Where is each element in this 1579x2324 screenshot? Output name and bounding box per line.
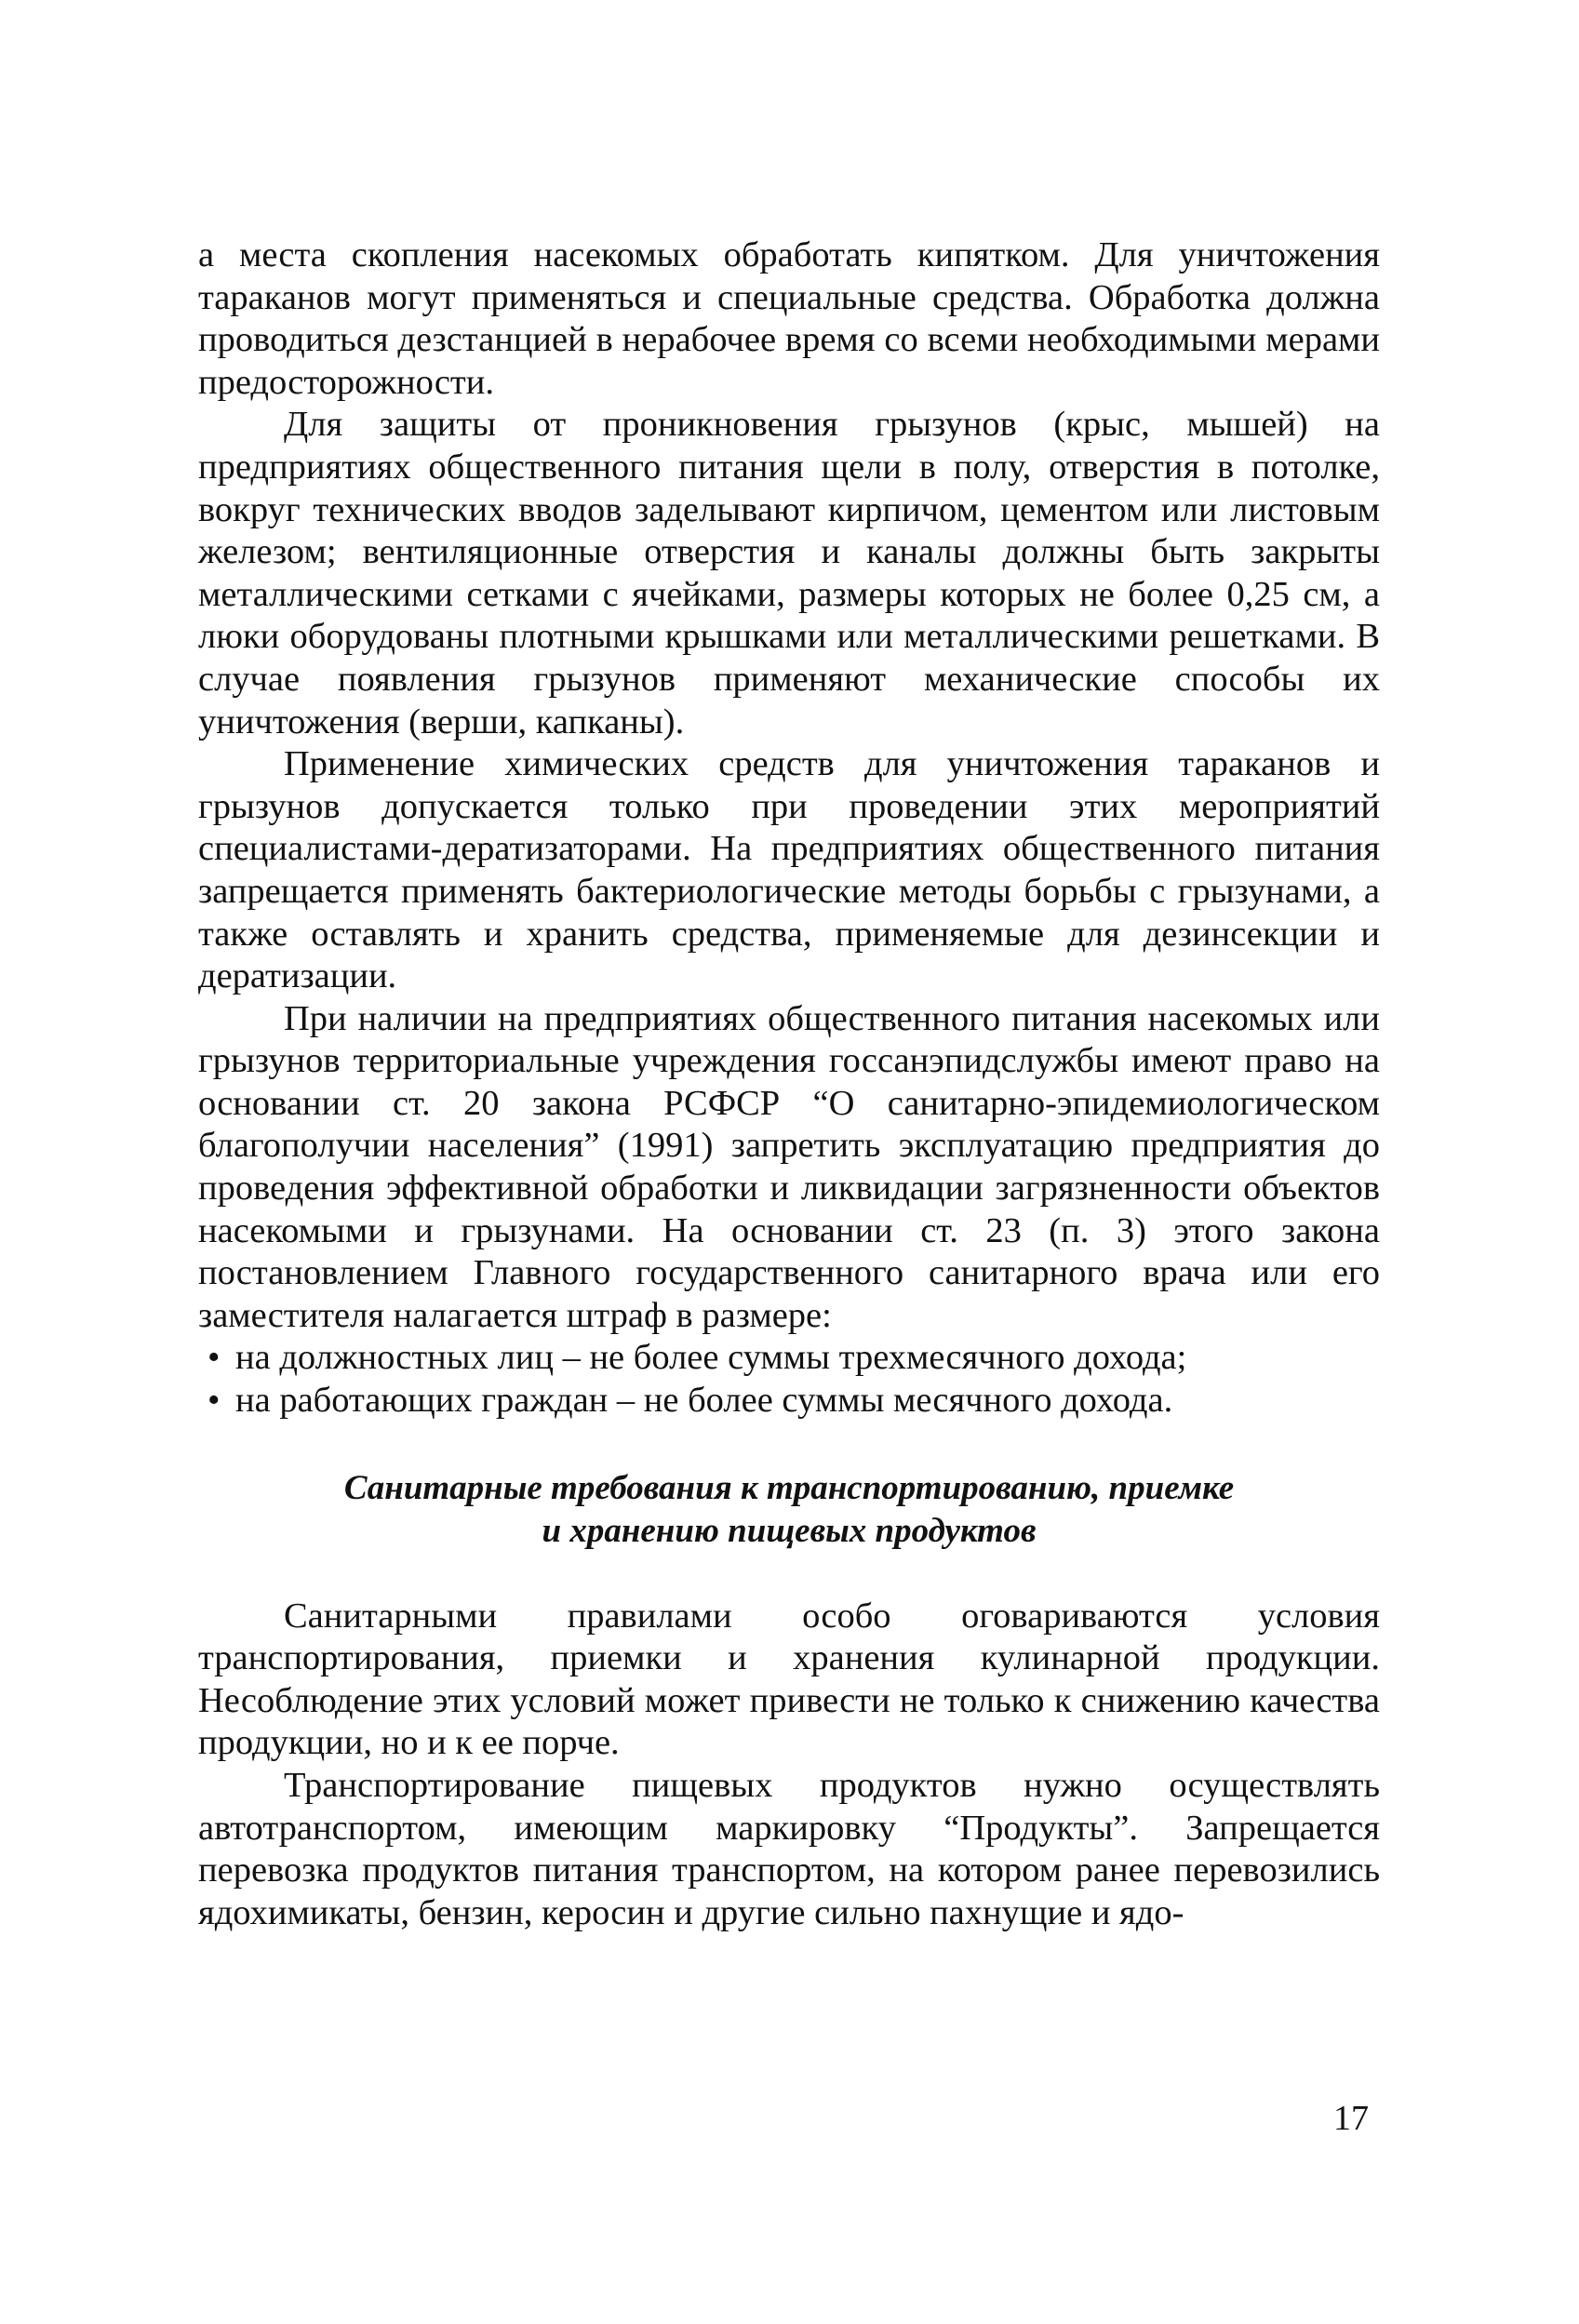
- paragraph: Для защиты от проникновения грызунов (крыс, мышей) на предприятиях общественного питания щели в полу, отверстия в потолке, вокруг технических вводов заделывают кирпичом, цементом или листовым железом; вентиляционные отверстия и каналы должны быть закрыты металлическими сетками с ячейками, размеры которых не более 0,25 см, а люки оборудованы плотными крышками или металлическими решетками. В случае появления грызунов применяют механические способы их уничтожения (верши, капканы).: [198, 405, 1380, 741]
- body-text: [198, 234, 1380, 1934]
- bullet-icon: •: [207, 1381, 221, 1421]
- section-heading-line: Санитарные требования к транспортированию, приемке: [343, 1468, 1235, 1507]
- paragraph: Санитарными правилами особо оговариваются условия транспортирования, приемки и хранения кулинарной продукции. Несоблюдение этих условий может привести не только к снижению качества продукции, но и к ее порче.: [198, 1596, 1380, 1763]
- list-item: [198, 1380, 1380, 1422]
- section-heading: [198, 1467, 1380, 1553]
- list-item: [198, 1337, 1380, 1380]
- list-item-text: на работающих граждан – не более суммы месячного дохода.: [235, 1381, 1173, 1421]
- page-number: 17: [1333, 2099, 1369, 2138]
- fine-list: [198, 1337, 1380, 1422]
- section-heading-line: и хранению пищевых продуктов: [542, 1511, 1037, 1550]
- bullet-icon: •: [207, 1338, 221, 1378]
- paragraph: При наличии на предприятиях общественного питания насекомых или грызунов территориальные учреждения госсанэпидслужбы имеют право на основании ст. 20 закона РСФСР “О санитарно-эпидемиологическом благополучии населения” (1991) запретить эксплуатацию предприятия до проведения эффективной обработки и ликвидации загрязненности объектов насекомыми и грызунами. На основании ст. 23 (п. 3) этого закона постановлением Главного государственного санитарного врача или его заместителя налагается штраф в размере:: [198, 998, 1380, 1335]
- paragraph: а места скопления насекомых обработать кипятком. Для уничтожения тараканов могут применяться и специальные средства. Обработка должна проводиться дезстанцией в нерабочее время со всеми необходимыми мерами предосторожности.: [198, 235, 1380, 402]
- list-item-text: на должностных лиц – не более суммы трехмесячного дохода;: [235, 1338, 1187, 1378]
- paragraph: Транспортирование пищевых продуктов нужно осуществлять автотранспортом, имеющим маркировку “Продукты”. Запрещается перевозка продуктов питания транспортом, на котором ранее перевозились ядохимикаты, бензин, керосин и другие сильно пахнущие и ядо-: [198, 1766, 1380, 1932]
- paragraph: Применение химических средств для уничтожения тараканов и грызунов допускается только при проведении этих мероприятий специалистами-дератизаторами. На предприятиях общественного питания запрещается применять бактериологические методы борьбы с грызунами, а также оставлять и хранить средства, применяемые для дезинсекции и дератизации.: [198, 744, 1380, 996]
